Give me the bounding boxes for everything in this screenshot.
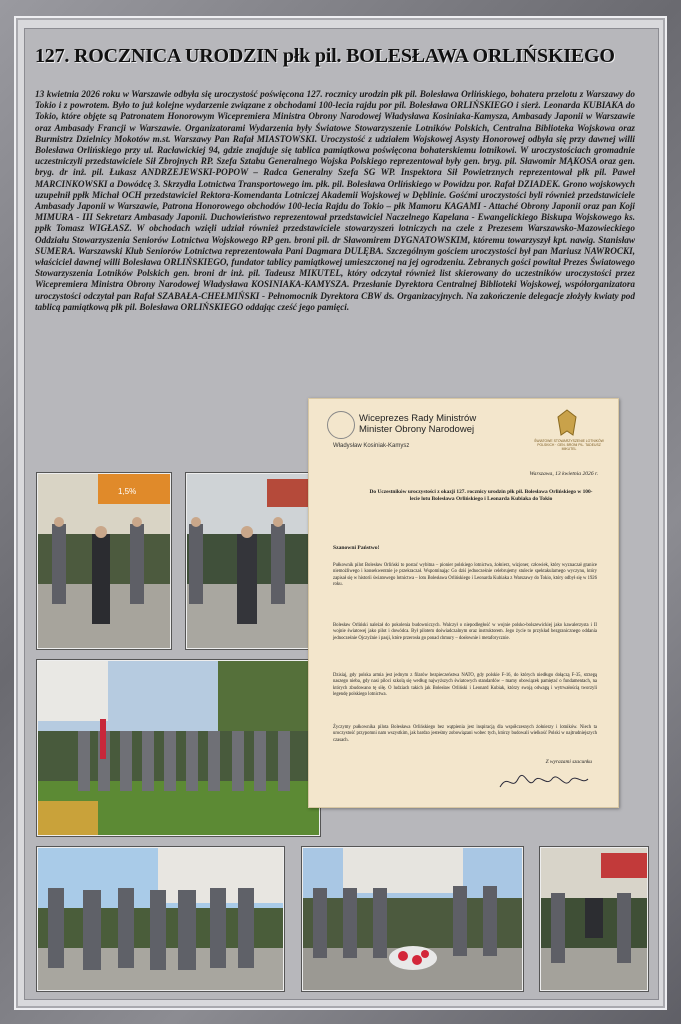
billboard-text: 1,5% bbox=[118, 487, 137, 496]
letter-date: Warszawa, 13 kwietnia 2026 r. bbox=[529, 471, 598, 477]
crest-caption: ŚWIATOWE STOWARZYSZENIE LOTNIKÓW POLSKICH · GEN. BRONI PIL. TADEUSZ MIKUTEL bbox=[534, 439, 604, 451]
photo-speech-2-image bbox=[187, 474, 319, 648]
photo-wreath bbox=[302, 847, 523, 991]
photo-group-image bbox=[38, 848, 283, 990]
page-title: 127. ROCZNICA URODZIN płk pil. BOLESŁAWA ORLIŃSKIEGO bbox=[35, 45, 615, 67]
letter-sender-title bbox=[359, 413, 476, 435]
letter-sender-name: Władysław Kosiniak-Kamysz bbox=[333, 443, 410, 449]
polish-eagle-emblem-icon bbox=[327, 411, 355, 439]
photo-group bbox=[37, 847, 284, 991]
letter-sender-line2: Minister Obrony Narodowej bbox=[359, 424, 475, 435]
letter-regards: Z wyrazami szacunku bbox=[545, 759, 592, 765]
photo-honor-guard bbox=[37, 660, 320, 836]
handwritten-signature bbox=[498, 771, 590, 793]
photo-honor-guard-image bbox=[38, 661, 319, 835]
letter-paragraph-2: Bolesław Orliński należał do pokolenia budowniczych. Walczył o niepodległość w wojnie polsko-bolszewickiej jako kawalerzysta i II wojnie światowej jako pilot i dowódca. Był pilotem doświadczalnym oraz instruktorem. Jego życie to przykład bezgranicznego oddania jednocześnie Ojczyźnie i pasji, które przerosła go ponad chmury – dosłownie i metaforycznie. bbox=[333, 623, 597, 641]
photo-speech-1 bbox=[37, 473, 171, 649]
minister-letter bbox=[308, 398, 619, 808]
letter-greeting: Szanowni Państwo! bbox=[333, 545, 380, 551]
photo-speech-2 bbox=[186, 473, 320, 649]
letter-paragraph-1: Pułkownik pilot Bolesław Orliński to postać wybitna – pionier polskiego lotnictwa, żołnierz, wizjoner, człowiek, który wyznaczał granice niemożliwego i konsekwentnie je przekraczał. Wspominając Go dziś jednocześnie celebrujemy stulecie spektakularnego wyczynu, który zapisał się w historii światowego lotnictwa – lotu Bolesława Orlińskiego i Leonarda Kubiaka z Warszawy do Tokio, który odbył się w 1926 roku. bbox=[333, 563, 597, 588]
letter-paragraph-3: Dzisiaj, gdy polska armia jest jednym z filarów bezpieczeństwa NATO, gdy polskie F-16, do których niedługo dołączą F-35, strzegą naszego nieba, gdy nasi piloci szkolą się według najwyższych światowych standardów – mamy obowiązek pamiętać o fundamentach, na których zbudowano tę siłę. O ludziach takich jak Bolesław Orliński i Leonard Kubiak, którzy swoją odwagą i wytrwałością tworzyli legendę polskiego lotnictwa. bbox=[333, 673, 597, 698]
photo-plaque bbox=[540, 847, 648, 991]
association-crest-icon bbox=[556, 409, 578, 437]
letter-addressee: Do Uczestników uroczystości z okazji 127. rocznicy urodzin płk pil. Bolesława Orlińskiego w 100-lecie lotu Bolesława Orlińskiego i Leonarda Kubiaka do Tokio bbox=[369, 489, 593, 502]
letter-sender-line1: Wiceprezes Rady Ministrów bbox=[359, 413, 477, 424]
letter-paragraph-4: Życzymy pułkownika pilota Bolesława Orlińskiego bez wątpienia jest inspiracją dla współczesnych żołnierzy i lotników. Niech ta uroczystość przypomni nam wszystkim, jak bardzo jesteśmy zobowiązani wobec tych, którzy budowali wielkość Polski w najtrudniejszych czasach. bbox=[333, 725, 597, 743]
article-body: 13 kwietnia 2026 roku w Warszawie odbyła się uroczystość poświęcona 127. rocznicy urodzin płk pil. Bolesława Orlińskiego, bohatera przelotu z Warszawy do Tokio i z powrotem. Było to już kolejne wydarzenie związane z obchodami 100-lecia rajdu por pil. Bolesława ORLIŃSKIEGO i sierż. Leonarda KUBIAKA do Tokio, które objęte są Patronatem Honorowym Wicepremiera Ministra Obrony Narodowej Władysława Kosiniaka-Kamysza, Ambasady Japonii w Warszawie oraz Ambasady Francji w Warszawie. Organizatorami Wydarzenia były Światowe Stowarzyszenie Lotników Polskich, Centralna Biblioteka Wojskowa oraz Burmistrz Dzielnicy Mokotów m.st. Warszawy Pan Rafał MIASTOWSKI. Uroczystość z udziałem Wojskowej Asysty Honorowej odbyła się przy dawnej willi Bolesława Orlińskiego przy ul. Racławickiej 94, gdzie znajduje się tablica pamiątkowa poświęcona bohaterskiemu lotnikowi. W uroczystościach gromadnie uczestniczyli przedstawiciele Sił Zbrojnych RP. Szefa Sztabu Generalnego Wojska Polskiego reprezentował były gen. bryg. pil. Sławomir MĄKOSA oraz gen. bryg. dr inż. pil. Łukasz ANDRZEJEWSKI-POPOW – Radca Generalny Szefa SG WP. Inspektora Sił Powietrznych reprezentował płk pil. Paweł MARCINKOWSKI a Dowódcę 3. Skrzydła Lotnictwa Transportowego im. płk. pil. Bolesława Orlińskiego w Powidzu por. Rafał DZIADEK. Grono wojskowych uzupełnił ppłk Michał OCH przedstawiciel Rektora-Komendanta Lotniczej Akademii Wojskowej w Dęblinie. Gośćmi uroczystości byli również przedstawiciele Ambasady Japonii w Warszawie, Patrona Honorowego obchodów 100-lecia Rajdu do Tokio – płk Mamoru KAGAMI - Attaché Obrony Japonii oraz pan Koji MIMURA - III Sekretarz Ambasady Japonii. Duchowieństwo reprezentował przedstawiciel Naczelnego Kapelana - Ewangelickiego Biskupa Wojskowego ks. ppłk Tomasz WIGŁASZ. W obchodach wzięli udział również przedstawiciele stowarzyszeń lotniczych na czele z Prezesem Warszawsko-Mazowieckiego Oddziału Stowarzyszenia Seniorów Lotnictwa Wojskowego RP gen. broni pil. dr Sławomirem DYGNATOWSKIM, któremu towarzyszył kpt. nawig. Stanisław SUMERA. Warszawski Klub Seniorów Lotnictwa reprezentowała Pani Dagmara DULĘBA. Szczególnym gościem uroczystości był pan Mariusz NAWROCKI, właściciel dawnej willi Bolesława ORLIŃSKIEGO, fundator tablicy pamiątkowej umieszczonej na jej ogrodzeniu. Zebranych gości powitał Prezes Światowego Stowarzyszenia Lotników Polskich gen. broni dr inż. pil. Tadeusz MIKUTEL, który odczytał również list skierowany do uczestników uroczystości przez Wicepremiera Ministra Obrony Narodowej Władysława KOSINIAKA-KAMYSZA. Przesłanie Dyrektora Centralnej Biblioteki Wojskowej, współorganizatora uroczystości odczytał pan Rafał SZABAŁA-CHEŁMIŃSKI - Pełnomocnik Dyrektora CBW ds. Organizacyjnych. Na zakończenie delegacje złożyły kwiaty pod tablicą pamiątkową płk pil. Bolesława ORLIŃSKIEGO oddając cześć jego pamięci. bbox=[35, 89, 635, 312]
photo-speech-1-image bbox=[38, 474, 170, 648]
photo-wreath-image bbox=[303, 848, 522, 990]
photo-plaque-image bbox=[541, 848, 647, 990]
